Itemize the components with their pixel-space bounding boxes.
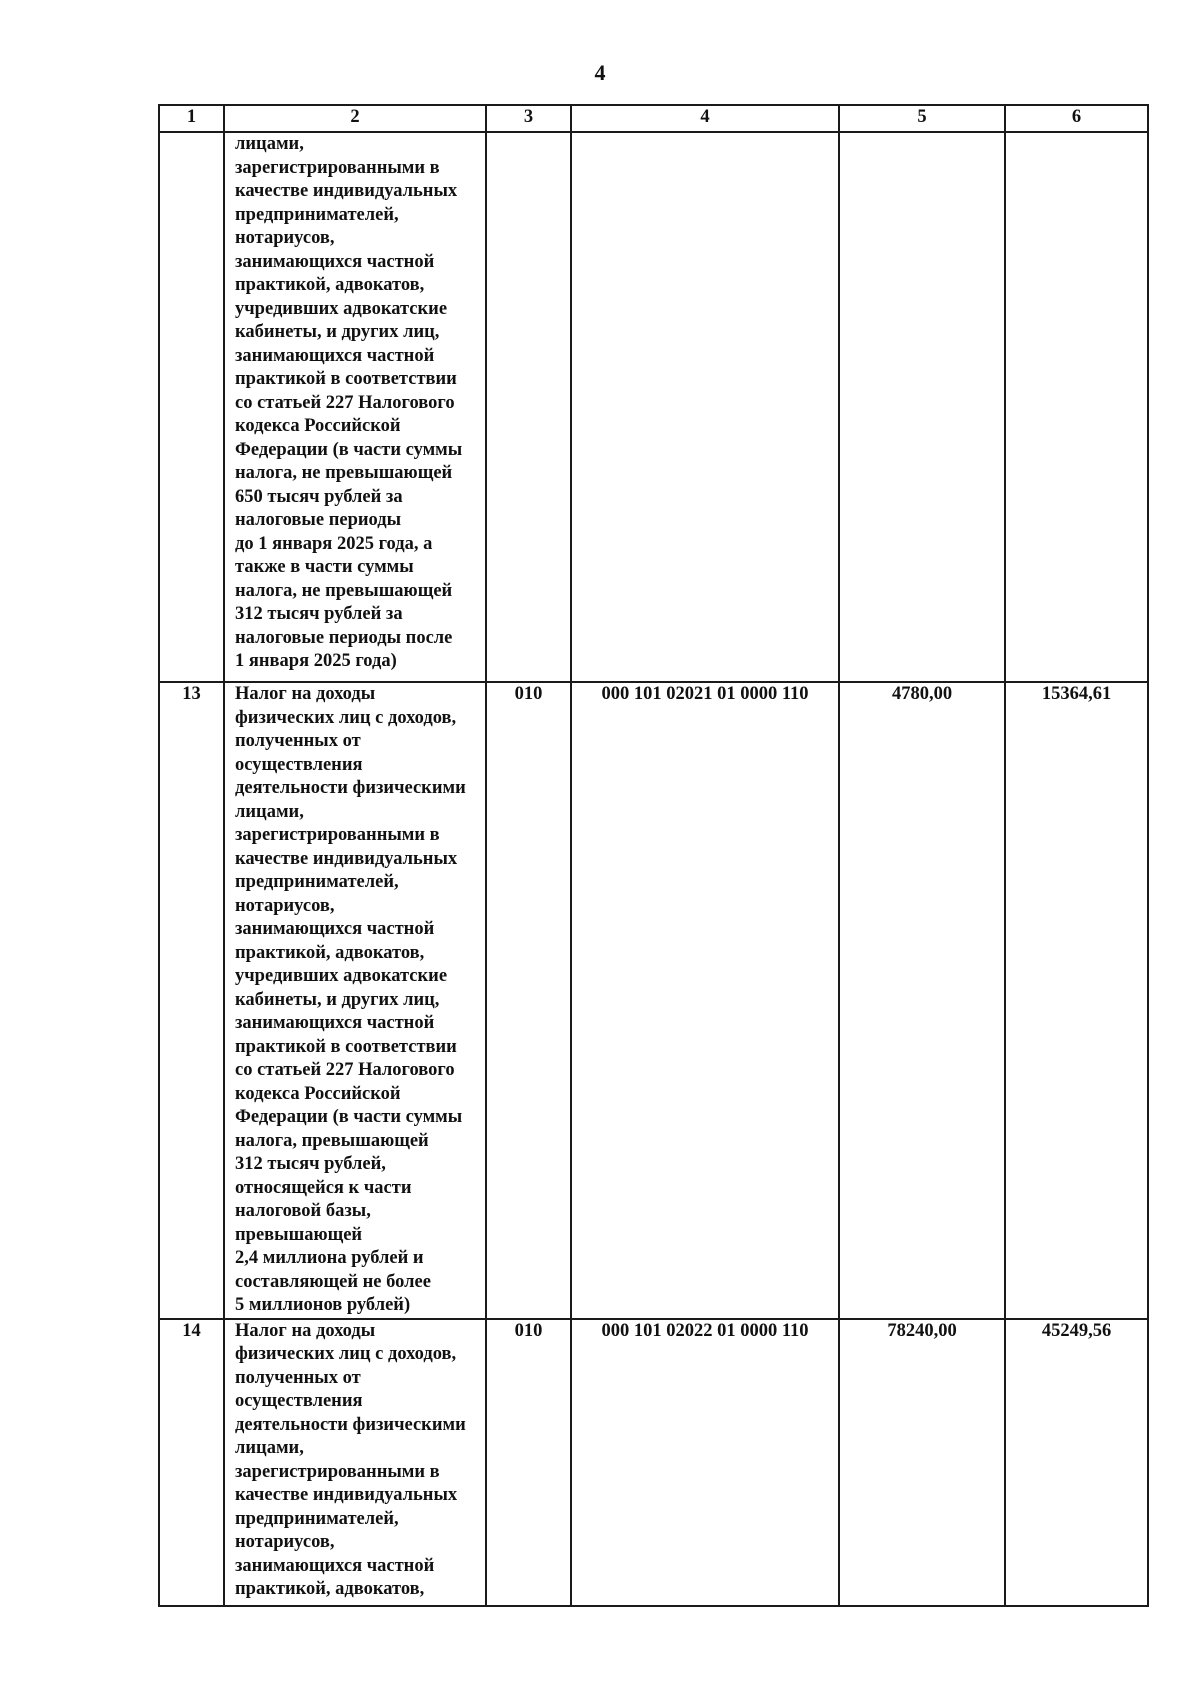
description-cell [224, 1319, 486, 1606]
description-line: со статьей 227 Налогового [235, 1060, 455, 1080]
description-line: практикой в соответствии [235, 369, 457, 389]
description-line: занимающихся частной [235, 1013, 435, 1033]
description-line: практикой, адвокатов, [235, 942, 425, 963]
description-line: кодекса Российской [235, 416, 401, 436]
column-header: 2 [224, 105, 486, 132]
description-line: до 1 января 2025 года, а [235, 533, 433, 554]
line-code-cell: 010 [486, 1319, 571, 1606]
description-line: 650 тысяч рублей за [235, 486, 403, 507]
description-line: 312 тысяч рублей, [235, 1154, 386, 1174]
description-line: занимающихся частной [235, 251, 435, 272]
description-line: налога, не превышающей [235, 580, 453, 601]
line-code-cell [486, 132, 571, 682]
value-column-6-cell: 45249,56 [1005, 1319, 1148, 1606]
description-line: 5 миллионов рублей) [235, 1295, 411, 1315]
description-line: практикой, адвокатов, [235, 1579, 425, 1599]
column-header: 1 [159, 105, 224, 132]
description-line: 2,4 миллиона рублей и [235, 1248, 424, 1268]
description-line: занимающихся частной [235, 1555, 435, 1576]
description-line: занимающихся частной [235, 345, 435, 366]
description-line: зарегистрированными в [235, 1461, 440, 1482]
description-line: лицами, [235, 1438, 304, 1458]
value-column-6-cell: 15364,61 [1005, 682, 1148, 1319]
description-line: налога, превышающей [235, 1130, 429, 1151]
value-column-6-cell [1005, 132, 1148, 682]
description-line: Федерации (в части суммы [235, 1107, 463, 1127]
description-line: 1 января 2025 года) [235, 651, 397, 671]
description-line: составляющей не более [235, 1271, 431, 1292]
column-header: 3 [486, 105, 571, 132]
description-line: осуществления [235, 754, 363, 775]
description-cell [224, 132, 486, 682]
description-line: Налог на доходы [235, 684, 376, 704]
description-line: лицами, [235, 134, 304, 154]
value-column-5-cell: 4780,00 [839, 682, 1005, 1319]
description-line: предпринимателей, [235, 1508, 399, 1529]
description-line: относящейся к части [235, 1177, 412, 1198]
description-line: налоговой базы, [235, 1201, 371, 1221]
description-line: также в части суммы [235, 557, 414, 577]
description-line: кодекса Российской [235, 1083, 401, 1104]
description-line: деятельности физическими [235, 778, 466, 798]
description-line: нотариусов, [235, 228, 335, 248]
row-number-cell: 13 [159, 682, 224, 1319]
description-line: превышающей [235, 1224, 363, 1245]
description-line: учредивших адвокатские [235, 298, 448, 319]
description-line: 312 тысяч рублей за [235, 604, 403, 624]
description-line: Налог на доходы [235, 1320, 376, 1341]
column-header: 4 [571, 105, 839, 132]
table-header-row [159, 105, 1148, 132]
description-line: налоговые периоды после [235, 627, 453, 648]
value-column-5-cell [839, 132, 1005, 682]
description-line: нотариусов, [235, 895, 335, 916]
budget-code-cell: 000 101 02022 01 0000 110 [571, 1319, 839, 1606]
description-line: налога, не превышающей [235, 463, 453, 483]
description-line: зарегистрированными в [235, 825, 440, 845]
description-line: качестве индивидуальных [235, 1485, 458, 1505]
description-line: полученных от [235, 731, 361, 751]
description-line: практикой в соответствии [235, 1036, 457, 1057]
description-line: занимающихся частной [235, 919, 435, 939]
description-line: зарегистрированными в [235, 157, 440, 178]
budget-code-cell [571, 132, 839, 682]
description-line: полученных от [235, 1367, 361, 1388]
budget-code-cell: 000 101 02021 01 0000 110 [571, 682, 839, 1319]
column-header: 6 [1005, 105, 1148, 132]
table-row [159, 132, 1148, 682]
row-number-cell: 14 [159, 1319, 224, 1606]
description-line: осуществления [235, 1391, 363, 1411]
description-line: кабинеты, и других лиц, [235, 322, 440, 342]
description-line: со статьей 227 Налогового [235, 392, 455, 413]
column-header: 5 [839, 105, 1005, 132]
table-row [159, 1319, 1148, 1606]
description-line: налоговые периоды [235, 510, 402, 530]
line-code-cell: 010 [486, 682, 571, 1319]
description-line: нотариусов, [235, 1532, 335, 1552]
value-column-5-cell: 78240,00 [839, 1319, 1005, 1606]
description-line: кабинеты, и других лиц, [235, 989, 440, 1010]
description-line: Федерации (в части суммы [235, 439, 463, 460]
description-line: предпринимателей, [235, 872, 399, 892]
description-line: физических лиц с доходов, [235, 1344, 457, 1364]
description-line: качестве индивидуальных [235, 181, 458, 201]
description-line: учредивших адвокатские [235, 966, 448, 986]
description-line: качестве индивидуальных [235, 848, 458, 869]
report-table [158, 104, 1149, 1607]
description-line: лицами, [235, 801, 304, 822]
description-line: деятельности физическими [235, 1414, 466, 1435]
description-line: практикой, адвокатов, [235, 275, 425, 295]
description-line: предпринимателей, [235, 204, 399, 225]
row-number-cell [159, 132, 224, 682]
page-number: 4 [594, 60, 606, 85]
table-row [159, 682, 1148, 1319]
description-line: физических лиц с доходов, [235, 707, 457, 728]
description-cell [224, 682, 486, 1319]
